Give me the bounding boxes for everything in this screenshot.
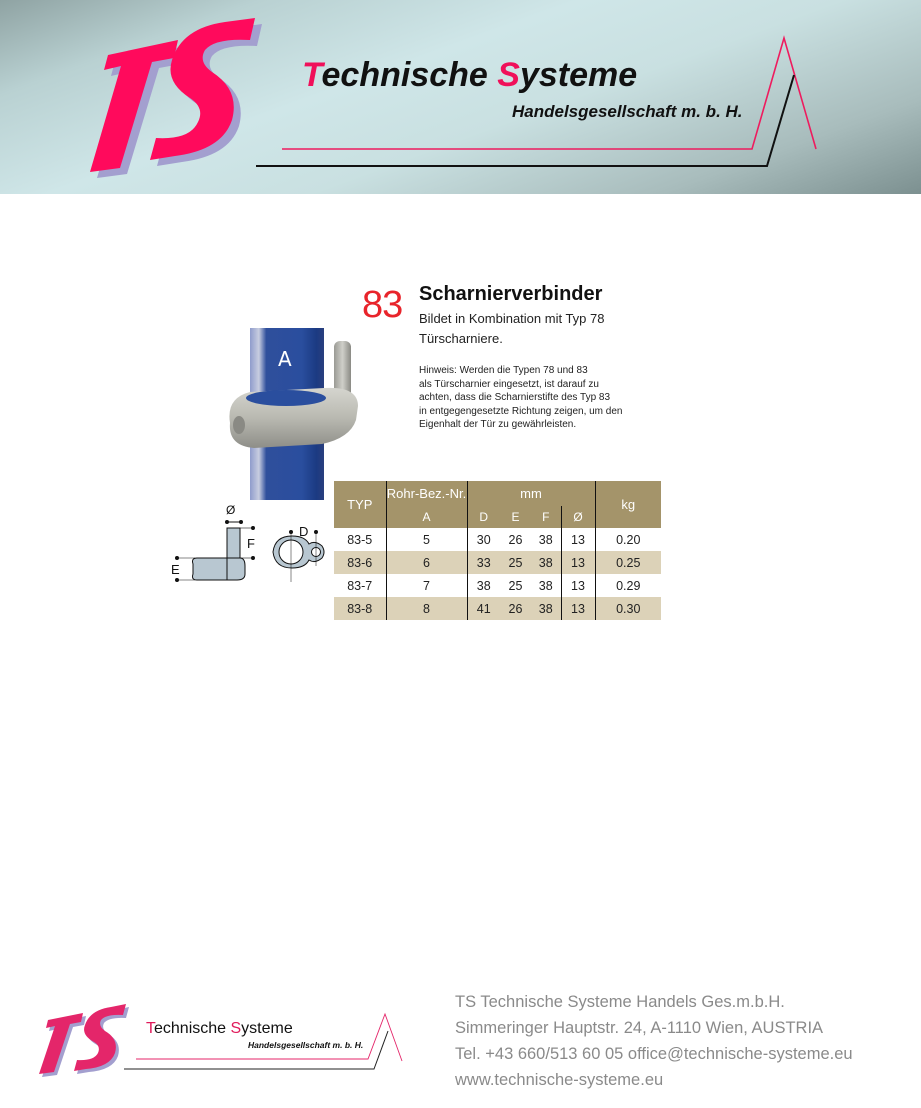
cell-a: 8 — [386, 597, 467, 620]
cell-diameter: 13 — [561, 528, 595, 551]
product-title: Scharnierverbinder — [419, 283, 603, 305]
footer-brand-initial-t: T — [146, 1020, 154, 1037]
cell-diameter: 13 — [561, 597, 595, 620]
col-header-typ: TYP — [334, 481, 386, 528]
logo-ts-icon — [0, 0, 921, 194]
cell-f: 38 — [531, 551, 561, 574]
cell-d: 30 — [467, 528, 500, 551]
footer-brand-word2: ysteme — [241, 1020, 293, 1037]
col-header-e: E — [500, 506, 531, 528]
cell-diameter: 13 — [561, 574, 595, 597]
brand-word1: echnische — [321, 56, 498, 94]
dimension-diagram — [165, 500, 325, 595]
cell-e: 25 — [508, 578, 523, 593]
col-header-kg: kg — [595, 481, 661, 528]
footer-brand-title — [146, 1020, 293, 1038]
cell-f: 38 — [531, 597, 561, 620]
cell-kg: 0.25 — [595, 551, 661, 574]
cell-d: 33 — [467, 551, 500, 574]
footer-logo-ts-icon — [28, 998, 418, 1078]
cell-a: 6 — [386, 551, 467, 574]
dimension-drawing-icon — [165, 500, 325, 590]
cell-d: 38 — [467, 574, 500, 597]
table-row — [334, 528, 661, 551]
brand-word2: ysteme — [519, 56, 638, 94]
cell-f: 38 — [538, 578, 553, 593]
product-number: 83 — [362, 284, 403, 326]
table-row — [334, 551, 661, 574]
cell-e: 25 — [500, 551, 531, 574]
table-row — [334, 597, 661, 620]
col-header-f: F — [531, 506, 561, 528]
cell-typ: 83-6 — [334, 551, 386, 574]
footer-brand-initial-s: S — [230, 1020, 242, 1037]
hinge-connector-photo-icon — [182, 328, 402, 500]
cell-diameter: 13 — [561, 551, 595, 574]
cell-e: 26 — [500, 597, 531, 620]
spec-table — [334, 481, 661, 620]
col-header-d: D — [467, 506, 500, 528]
photo-label-a: A — [278, 347, 292, 371]
description-line: Türscharniere. — [419, 331, 503, 346]
product-note — [419, 364, 679, 432]
contact-company: TS Technische Systeme Handels Ges.m.b.H. — [455, 993, 785, 1011]
note-line: achten, dass die Scharnierstifte des Typ 83 — [419, 392, 611, 404]
brand-initial-t: T — [302, 56, 322, 94]
footer-brand-subtitle: Handelsgesellschaft m. b. H. — [248, 1040, 364, 1050]
diameter-label: Ø — [226, 503, 236, 517]
cell-typ: 83-5 — [347, 532, 373, 547]
product-photo — [182, 328, 402, 500]
contact-address: Simmeringer Hauptstr. 24, A-1110 Wien, AUSTRIA — [455, 1019, 824, 1037]
cell-a: 5 — [386, 528, 467, 551]
contact-phone-email[interactable]: Tel. +43 660/513 60 05 office@technische-systeme.eu — [455, 1045, 853, 1063]
contact-block — [455, 989, 853, 1093]
cell-typ: 83-8 — [334, 597, 386, 620]
cell-a: 7 — [386, 574, 467, 597]
header-banner — [0, 0, 921, 194]
description-line: Bildet in Kombination mit Typ 78 — [419, 311, 605, 326]
cell-kg: 0.30 — [595, 597, 661, 620]
brand-subtitle: Handelsgesellschaft m. b. H. — [512, 102, 743, 121]
note-line: Hinweis: Werden die Typen 78 und 83 — [419, 365, 588, 376]
cell-kg: 0.20 — [595, 528, 661, 551]
col-header-mm: mm — [467, 481, 595, 506]
contact-website-link[interactable]: www.technische-systeme.eu — [455, 1071, 664, 1089]
table-header-row — [334, 481, 661, 506]
note-line: Eigenhalt der Tür zu gewährleisten. — [419, 419, 577, 431]
note-line: als Türscharnier eingesetzt, ist darauf zu — [419, 378, 599, 390]
cell-e: 26 — [508, 532, 523, 547]
f-label: F — [247, 536, 255, 551]
e-label: E — [171, 562, 180, 577]
cell-f: 38 — [538, 532, 553, 547]
cell-kg: 0.29 — [595, 574, 661, 597]
table-row — [334, 574, 661, 597]
col-header-rohr: Rohr-Bez.-Nr. — [386, 481, 467, 506]
note-line: in entgegengesetzte Richtung zeigen, um den — [419, 405, 623, 417]
d-label: D — [299, 524, 309, 539]
col-header-a: A — [386, 506, 467, 528]
product-description — [419, 309, 679, 349]
cell-typ: 83-7 — [347, 578, 373, 593]
brand-initial-s: S — [497, 56, 520, 94]
brand-title — [302, 56, 637, 95]
col-header-diameter: Ø — [561, 506, 595, 528]
footer-brand-word1: echnische — [154, 1020, 231, 1037]
cell-d: 41 — [467, 597, 500, 620]
